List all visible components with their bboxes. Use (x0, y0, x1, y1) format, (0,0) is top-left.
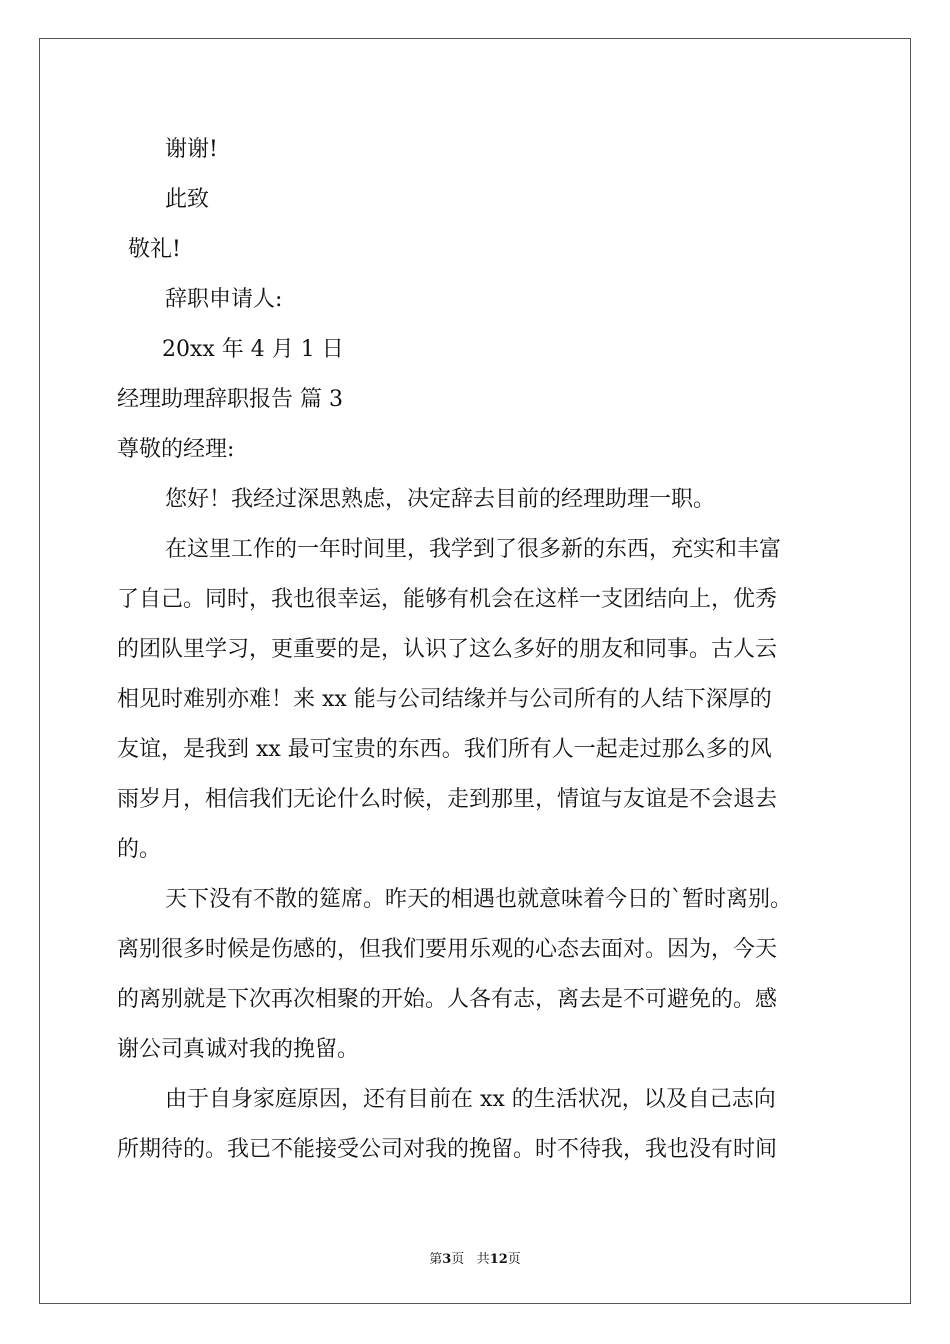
footer-page-suffix: 页 (451, 1252, 465, 1267)
footer-total-prefix: 共 (476, 1252, 490, 1267)
paragraph-line: 相见时难别亦难！来 xx 能与公司结缘并与公司所有的人结下深厚的 (117, 687, 772, 712)
paragraph-line: 您好！我经过深思熟虑，决定辞去目前的经理助理一职。 (165, 487, 716, 512)
paragraph-line: 所期待的。我已不能接受公司对我的挽留。时不待我，我也没有时间 (117, 1137, 778, 1162)
paragraph-line: 天下没有不散的筵席。昨天的相遇也就意味着今日的`暂时离别。 (165, 887, 793, 912)
paragraph-line: 由于自身家庭原因，还有目前在 xx 的生活状况，以及自己志向 (165, 1087, 776, 1112)
paragraph-line: 谢公司真诚对我的挽留。 (117, 1037, 360, 1062)
paragraph-line: 友谊，是我到 xx 最可宝贵的东西。我们所有人一起走过那么多的风 (117, 737, 772, 762)
footer-total-suffix: 页 (507, 1252, 521, 1267)
footer-page-number: 3 (442, 1252, 452, 1267)
footer-total-number: 12 (489, 1252, 508, 1267)
salutation: 尊敬的经理: (117, 437, 235, 462)
closing-thanks: 谢谢! (165, 137, 218, 162)
paragraph-line: 雨岁月，相信我们无论什么时候，走到那里，情谊与友谊是不会退去 (117, 787, 778, 812)
footer-page-prefix: 第 (429, 1252, 443, 1267)
paragraph-line: 的离别就是下次再次相聚的开始。人各有志，离去是不可避免的。感 (117, 987, 778, 1012)
section-title: 经理助理辞职报告 篇 3 (117, 387, 343, 412)
paragraph-line: 的。 (117, 837, 162, 862)
paragraph-line: 的团队里学习，更重要的是，认识了这么多好的朋友和同事。古人云 (117, 637, 778, 662)
applicant-label: 辞职申请人: (165, 287, 283, 312)
closing-ci-zhi: 此致 (165, 187, 210, 212)
page-footer (0, 1248, 950, 1267)
paragraph-line: 在这里工作的一年时间里，我学到了很多新的东西，充实和丰富 (165, 537, 782, 562)
paragraph-line: 离别很多时候是伤感的，但我们要用乐观的心态去面对。因为，今天 (117, 937, 778, 962)
paragraph-line: 了自己。同时，我也很幸运，能够有机会在这样一支团结向上，优秀 (117, 587, 778, 612)
closing-date: 20xx 年 4 月 1 日 (162, 337, 344, 362)
closing-jing-li: 敬礼! (128, 237, 181, 262)
